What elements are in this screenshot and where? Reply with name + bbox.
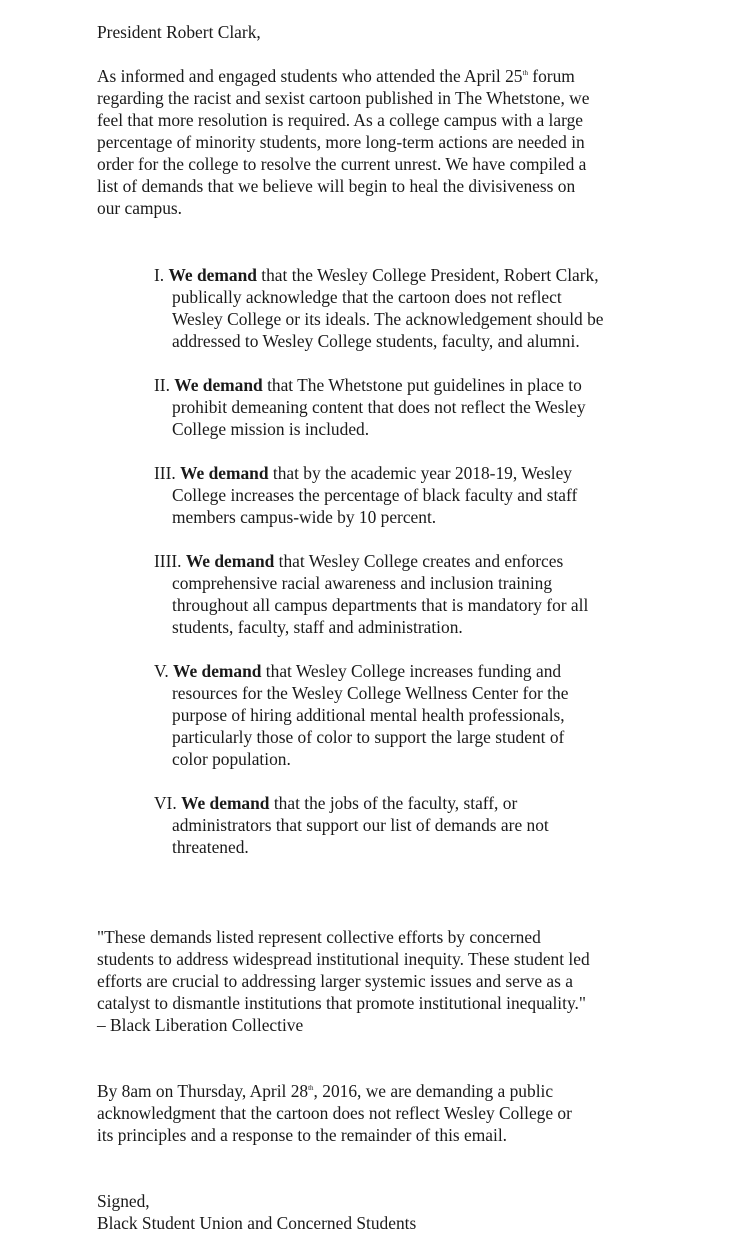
demand-text: that Wesley College creates and enforces comprehensive racial awareness and inclusion training throughout all campus departments that is mandatory for all students, faculty, staff and administration. bbox=[172, 551, 589, 637]
demand-lead: We demand bbox=[174, 375, 263, 395]
closing-date-suffix: th bbox=[308, 1084, 314, 1092]
demand-item bbox=[154, 550, 604, 638]
demands-list bbox=[154, 264, 604, 858]
demand-lead: We demand bbox=[180, 463, 269, 483]
closing-paragraph bbox=[97, 1080, 592, 1146]
signed-label: Signed, bbox=[97, 1191, 150, 1211]
closing-text-start: By 8am on Thursday, April 28 bbox=[97, 1081, 309, 1101]
demand-text: that by the academic year 2018-19, Wesley College increases the percentage of black faculty and staff members campus-wide by 10 percent. bbox=[172, 463, 578, 527]
demand-text: that the Wesley College President, Robert Clark, publically acknowledge that the cartoon does not reflect Wesley College or its ideals. The acknowledgement should be addressed to Wesley College students, faculty, and alumni. bbox=[172, 265, 604, 351]
closing-text-rest: , 2016, we are demanding a public acknowledgment that the cartoon does not reflect Wesley College or its principles and a response to the remainder of this email. bbox=[97, 1081, 572, 1145]
demand-numeral: IIII. bbox=[154, 551, 182, 571]
demand-text: that the jobs of the faculty, staff, or administrators that support our list of demands are not threatened. bbox=[172, 793, 549, 857]
signature-block bbox=[97, 1190, 416, 1234]
quote-paragraph: "These demands listed represent collective efforts by concerned students to address widespread institutional inequity. These student led efforts are crucial to addressing larger systemic issues and serve as a catalyst to dismantle institutions that promote institutional inequality." – Black Liberation Collective bbox=[97, 927, 590, 1035]
intro-paragraph bbox=[97, 65, 597, 219]
demand-text: that Wesley College increases funding and resources for the Wesley College Wellness Center for the purpose of hiring additional mental health professionals, particularly those of color to support the large student of color population. bbox=[172, 661, 569, 769]
demand-lead: We demand bbox=[185, 551, 275, 571]
demand-numeral: I. bbox=[154, 265, 165, 285]
intro-date-suffix: th bbox=[522, 69, 528, 77]
demand-numeral: III. bbox=[154, 463, 176, 483]
demand-item bbox=[154, 462, 604, 528]
salutation: President Robert Clark, bbox=[97, 22, 261, 42]
demand-numeral: II. bbox=[154, 375, 170, 395]
demand-item bbox=[154, 660, 604, 770]
demand-lead: We demand bbox=[168, 265, 257, 285]
demand-item bbox=[154, 792, 604, 858]
demand-lead: We demand bbox=[173, 661, 262, 681]
intro-text-rest: forum regarding the racist and sexist cartoon published in The Whetstone, we feel that more resolution is required. As a college campus with a large percentage of minority students, more long-term actions are needed in order for the college to resolve the current unrest. We have compiled a list of demands that we believe will begin to heal the divisiveness on our campus. bbox=[97, 66, 590, 218]
signatory: Black Student Union and Concerned Students bbox=[97, 1213, 417, 1233]
demand-numeral: VI. bbox=[154, 793, 177, 813]
intro-text-start: As informed and engaged students who attended the April 25 bbox=[97, 66, 523, 86]
demand-item bbox=[154, 374, 604, 440]
demand-item bbox=[154, 264, 604, 352]
demand-numeral: V. bbox=[154, 661, 169, 681]
demand-lead: We demand bbox=[181, 793, 270, 813]
demand-text: that The Whetstone put guidelines in place to prohibit demeaning content that does not reflect the Wesley College mission is included. bbox=[172, 375, 586, 439]
